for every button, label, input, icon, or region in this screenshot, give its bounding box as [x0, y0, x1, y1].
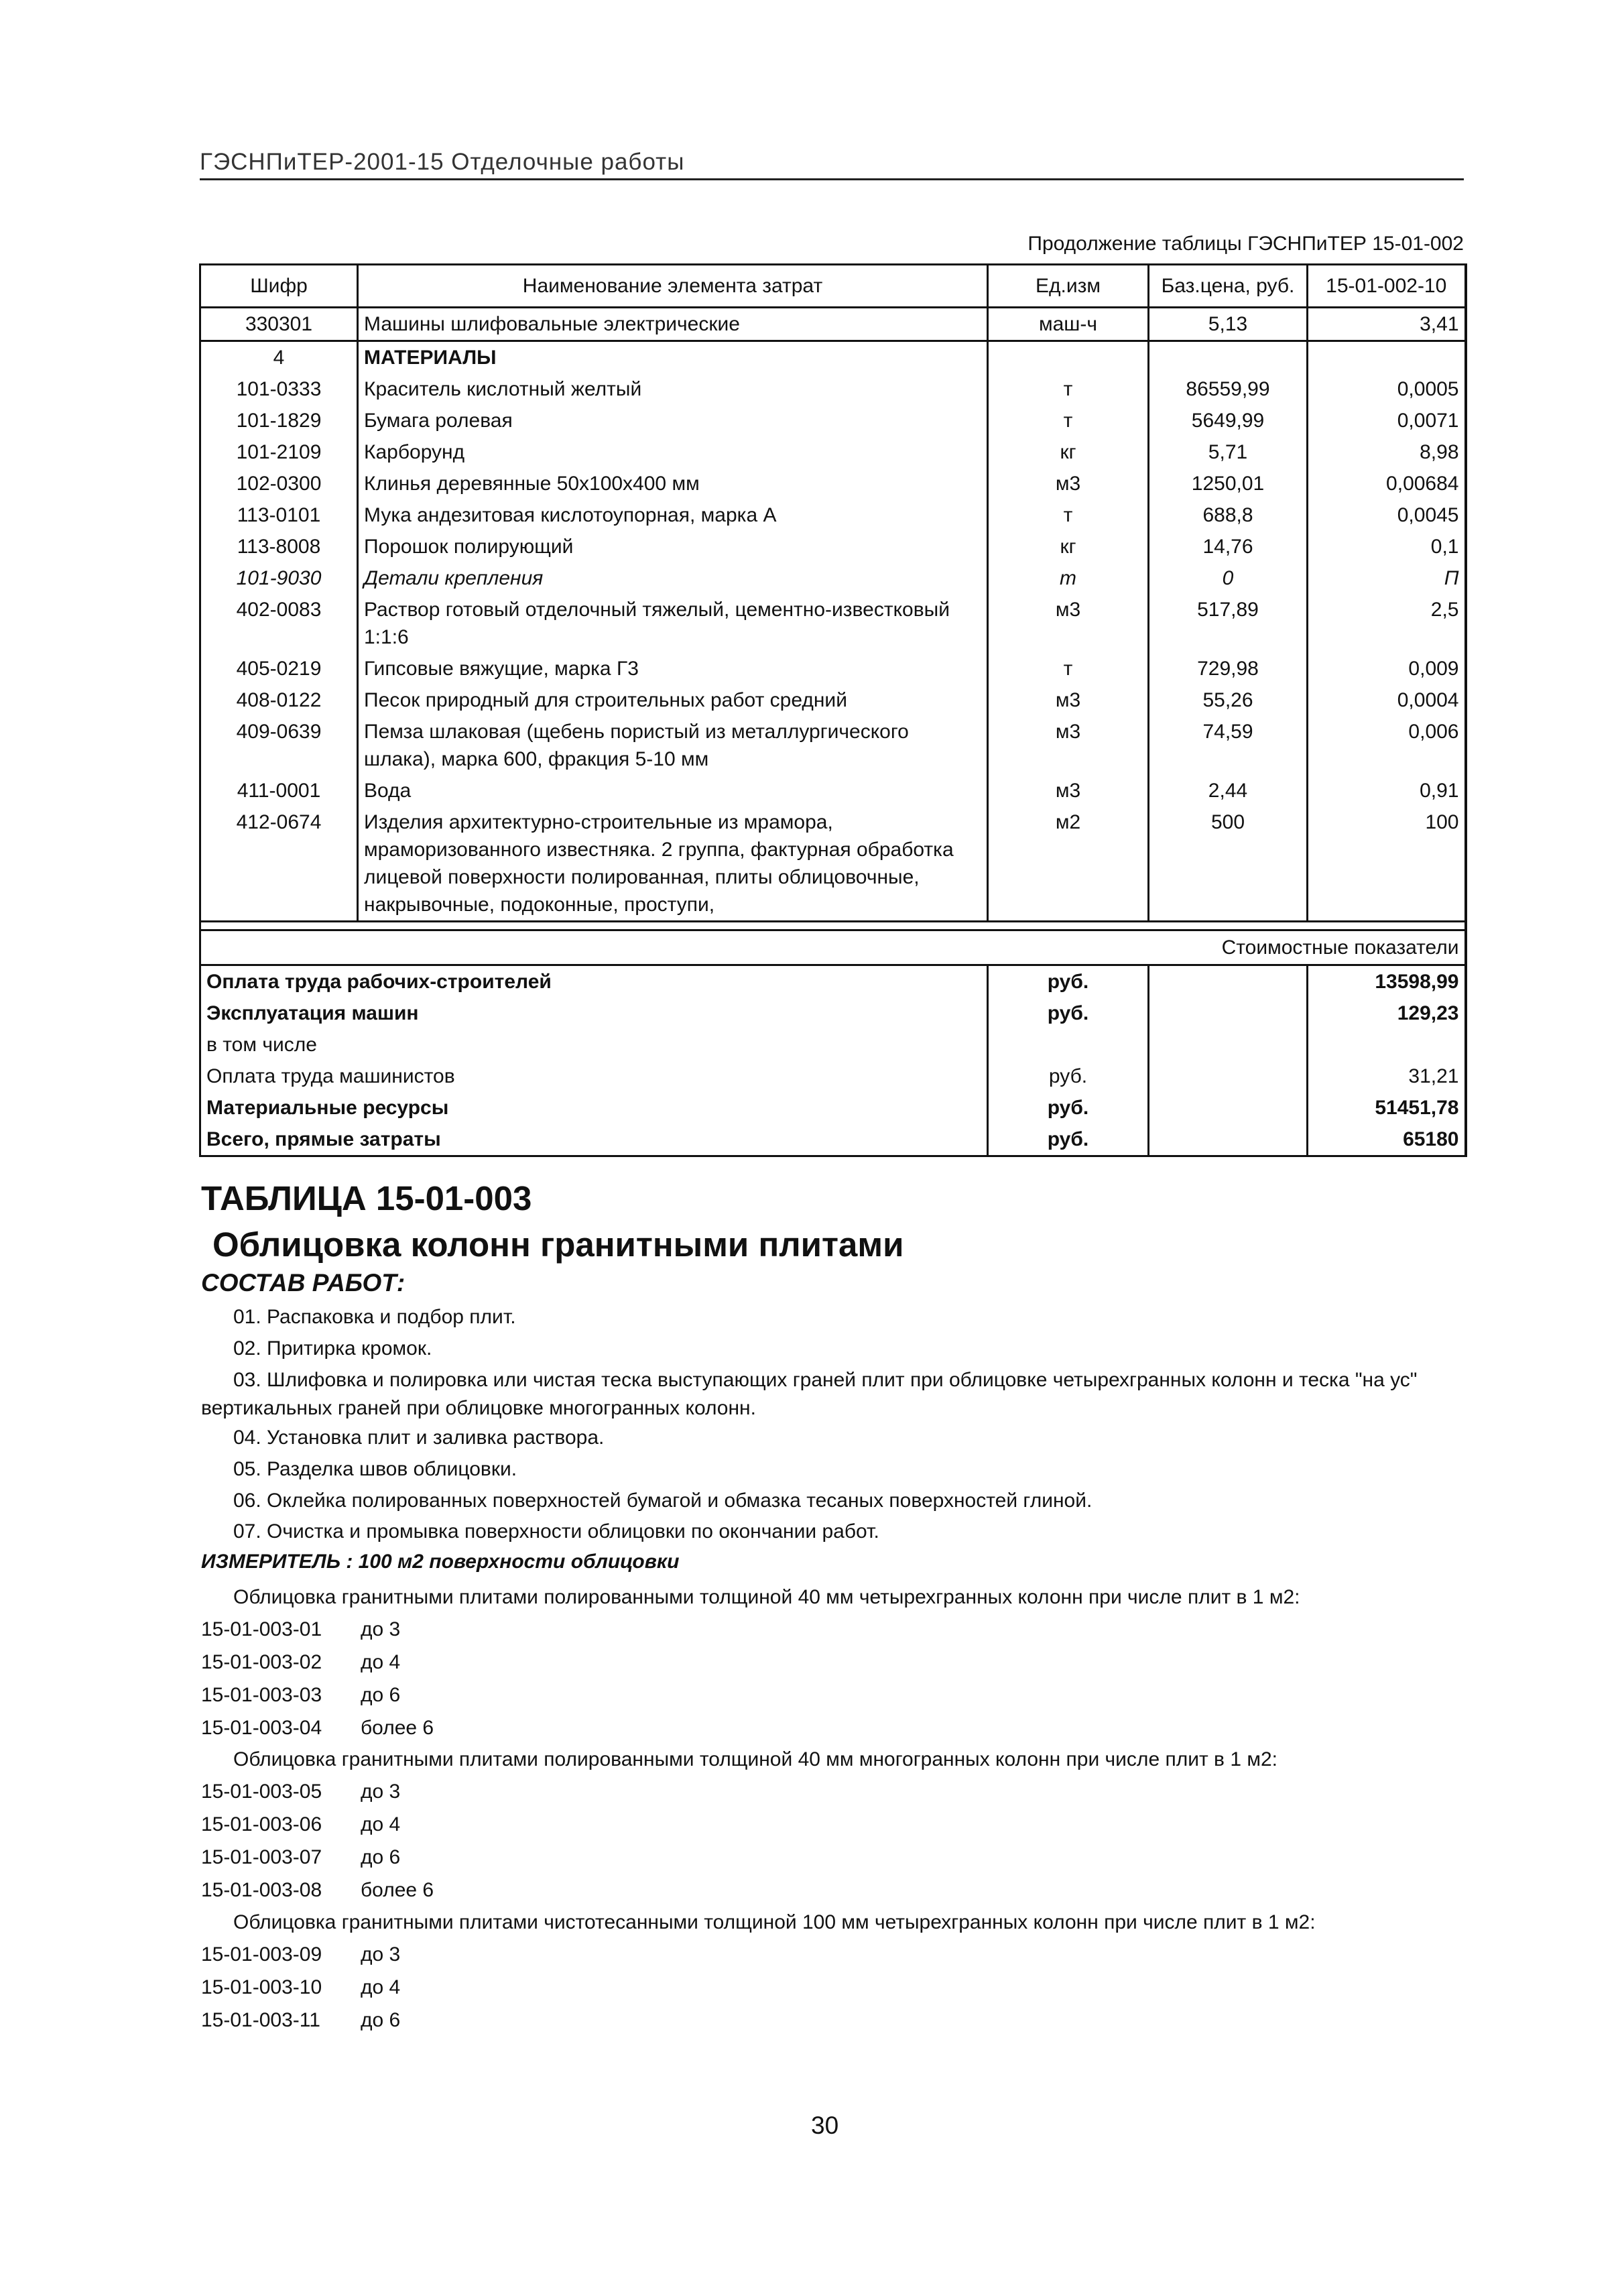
work-item: 07. Очистка и промывка поверхности облицовки по окончании работ. [233, 1520, 879, 1543]
norm-value: до 3 [361, 1618, 401, 1640]
cell-unit: м3 [988, 684, 1149, 716]
cell-code: 409-0639 [200, 716, 358, 775]
cell-price: 5,13 [1149, 308, 1308, 341]
cell-name: Гипсовые вяжущие, марка Г3 [358, 653, 988, 684]
summary-row [200, 1124, 1466, 1156]
cell-name: Раствор готовый отделочный тяжелый, цементно-известковый 1:1:6 [358, 594, 988, 653]
norm-code: 15-01-003-09 [201, 1943, 322, 1966]
norm-value: более 6 [361, 1879, 434, 1901]
cell-unit: маш-ч [988, 308, 1149, 341]
cell-unit: м3 [988, 594, 1149, 653]
cell-price: 86559,99 [1149, 373, 1308, 405]
summary-label: Оплата труда рабочих-строителей [200, 965, 988, 998]
cell-value: 0,00684 [1308, 468, 1466, 499]
cell-name: Пемза шлаковая (щебень пористый из металлургического шлака), марка 600, фракция 5-10 мм [358, 716, 988, 775]
summary-unit: руб. [988, 998, 1149, 1029]
summary-value: 51451,78 [1308, 1092, 1466, 1124]
summary-blank [1149, 1061, 1308, 1092]
cell-unit: м2 [988, 806, 1149, 922]
cell-name: Детали крепления [358, 562, 988, 594]
cell-code: 101-9030 [200, 562, 358, 594]
table-row [200, 405, 1466, 436]
cell-name: Порошок полирующий [358, 531, 988, 562]
cell-unit: кг [988, 436, 1149, 468]
col-header-name: Наименование элемента затрат [358, 265, 988, 308]
cell-price: 14,76 [1149, 531, 1308, 562]
cell-name: Изделия архитектурно-строительные из мрамора, мраморизованного известняка. 2 группа, фактурная обработка лицевой поверхности полированная, плиты облицовочные, накрывочные, подоконные, проступи, [358, 806, 988, 922]
norm-value: до 6 [361, 1684, 401, 1706]
summary-row [200, 1061, 1466, 1092]
table-row [200, 775, 1466, 806]
norm-code: 15-01-003-06 [201, 1813, 322, 1835]
page-header: ГЭСНПиТЕР-2001-15 Отделочные работы [200, 149, 1464, 180]
summary-blank [1149, 1124, 1308, 1156]
cell-code: 411-0001 [200, 775, 358, 806]
cell-name: Карборунд [358, 436, 988, 468]
summary-label: в том числе [200, 1029, 988, 1061]
cell-code: 405-0219 [200, 653, 358, 684]
cell-unit: м3 [988, 716, 1149, 775]
summary-value: 65180 [1308, 1124, 1466, 1156]
cell-price [1149, 341, 1308, 374]
summary-unit: руб. [988, 1124, 1149, 1156]
cell-unit: т [988, 653, 1149, 684]
norm-code: 15-01-003-05 [201, 1780, 322, 1803]
cell-value: 0,91 [1308, 775, 1466, 806]
table-subtitle: Облицовка колонн гранитными плитами [212, 1225, 904, 1264]
work-item: 04. Установка плит и заливка раствора. [233, 1427, 605, 1449]
summary-row [200, 965, 1466, 998]
cell-price: 2,44 [1149, 775, 1308, 806]
cell-code: 101-1829 [200, 405, 358, 436]
norm-value: до 4 [361, 1976, 401, 1998]
summary-unit: руб. [988, 965, 1149, 998]
summary-blank [1149, 965, 1308, 998]
cell-value: 0,006 [1308, 716, 1466, 775]
table-row [200, 531, 1466, 562]
cell-price: 5,71 [1149, 436, 1308, 468]
cell-name: Песок природный для строительных работ средний [358, 684, 988, 716]
norm-code: 15-01-003-10 [201, 1976, 322, 1998]
cell-value: 0,009 [1308, 653, 1466, 684]
cell-price: 688,8 [1149, 499, 1308, 531]
table-row [200, 341, 1466, 374]
cell-value: 0,1 [1308, 531, 1466, 562]
cell-unit: т [988, 405, 1149, 436]
table-row [200, 653, 1466, 684]
cell-unit: м3 [988, 775, 1149, 806]
col-header-value: 15-01-002-10 [1308, 265, 1466, 308]
cell-unit: т [988, 562, 1149, 594]
col-header-code: Шифр [200, 265, 358, 308]
measure-unit: ИЗМЕРИТЕЛЬ : 100 м2 поверхности облицовки [201, 1551, 680, 1573]
table-row [200, 716, 1466, 775]
cell-value: 2,5 [1308, 594, 1466, 653]
norm-code: 15-01-003-02 [201, 1651, 322, 1673]
summary-row [200, 1029, 1466, 1061]
page-number: 30 [811, 2112, 839, 2139]
resource-table [199, 263, 1467, 1157]
cell-name: Бумага ролевая [358, 405, 988, 436]
summary-row [200, 998, 1466, 1029]
table-gap-cell [200, 922, 1466, 930]
table-continuation-caption: Продолжение таблицы ГЭСНПиТЕР 15-01-002 [1027, 233, 1464, 255]
table-row [200, 308, 1466, 341]
table-row [200, 806, 1466, 922]
table-title: ТАБЛИЦА 15-01-003 [201, 1179, 532, 1217]
cell-unit: т [988, 373, 1149, 405]
cell-name: МАТЕРИАЛЫ [358, 341, 988, 374]
norm-code: 15-01-003-11 [201, 2009, 320, 2031]
table-row [200, 373, 1466, 405]
cell-value: 0,0005 [1308, 373, 1466, 405]
summary-value: 31,21 [1308, 1061, 1466, 1092]
table-row [200, 594, 1466, 653]
cell-name: Вода [358, 775, 988, 806]
cell-name: Мука андезитовая кислотоупорная, марка А [358, 499, 988, 531]
norm-code: 15-01-003-07 [201, 1846, 322, 1868]
cell-code: 101-0333 [200, 373, 358, 405]
cell-price: 500 [1149, 806, 1308, 922]
cell-name: Машины шлифовальные электрические [358, 308, 988, 341]
cell-name: Клинья деревянные 50х100х400 мм [358, 468, 988, 499]
work-item: 05. Разделка швов облицовки. [233, 1458, 517, 1480]
cell-value: 0,0071 [1308, 405, 1466, 436]
cell-value: 8,98 [1308, 436, 1466, 468]
summary-value: 129,23 [1308, 998, 1466, 1029]
norm-code: 15-01-003-01 [201, 1618, 322, 1640]
cell-value: 0,0045 [1308, 499, 1466, 531]
norm-value: до 4 [361, 1651, 401, 1673]
summary-value: 13598,99 [1308, 965, 1466, 998]
cell-code: 4 [200, 341, 358, 374]
cell-value: 3,41 [1308, 308, 1466, 341]
cell-unit: кг [988, 531, 1149, 562]
summary-label: Материальные ресурсы [200, 1092, 988, 1124]
norm-value: до 3 [361, 1780, 401, 1803]
summary-unit [988, 1029, 1149, 1061]
table-row [200, 562, 1466, 594]
group-title: Облицовка гранитными плитами полированными толщиной 40 мм многогранных колонн при числе плит в 1 м2: [233, 1748, 1277, 1770]
cell-code: 402-0083 [200, 594, 358, 653]
table-row [200, 499, 1466, 531]
summary-unit: руб. [988, 1061, 1149, 1092]
col-header-price: Баз.цена, руб. [1149, 265, 1308, 308]
table-row [200, 468, 1466, 499]
cell-value: 100 [1308, 806, 1466, 922]
cell-price: 1250,01 [1149, 468, 1308, 499]
cell-unit [988, 341, 1149, 374]
cell-code: 113-8008 [200, 531, 358, 562]
cell-code: 101-2109 [200, 436, 358, 468]
norm-value: до 6 [361, 1846, 401, 1868]
work-item: 06. Оклейка полированных поверхностей бумагой и обмазка тесаных поверхностей глиной. [233, 1490, 1093, 1512]
cell-value [1308, 341, 1466, 374]
cell-code: 113-0101 [200, 499, 358, 531]
norm-code: 15-01-003-03 [201, 1684, 322, 1706]
cell-value: 0,0004 [1308, 684, 1466, 716]
cell-code: 408-0122 [200, 684, 358, 716]
cell-code: 412-0674 [200, 806, 358, 922]
table-header-row [200, 265, 1466, 308]
table-row [200, 684, 1466, 716]
cell-price: 729,98 [1149, 653, 1308, 684]
work-composition-heading: СОСТАВ РАБОТ: [201, 1269, 406, 1296]
summary-value [1308, 1029, 1466, 1061]
summary-label: Оплата труда машинистов [200, 1061, 988, 1092]
cell-price: 5649,99 [1149, 405, 1308, 436]
norm-code: 15-01-003-08 [201, 1879, 322, 1901]
norm-code: 15-01-003-04 [201, 1717, 322, 1739]
cell-code: 102-0300 [200, 468, 358, 499]
summary-row [200, 1092, 1466, 1124]
summary-blank [1149, 1092, 1308, 1124]
cell-price: 55,26 [1149, 684, 1308, 716]
summary-label: Эксплуатация машин [200, 998, 988, 1029]
norm-value: до 6 [361, 2009, 401, 2031]
cell-code: 330301 [200, 308, 358, 341]
cell-price: 0 [1149, 562, 1308, 594]
cost-header-cell: Стоимостные показатели [200, 930, 1466, 965]
summary-label: Всего, прямые затраты [200, 1124, 988, 1156]
group-title: Облицовка гранитными плитами чистотесанными толщиной 100 мм четырехгранных колонн при числе плит в 1 м2: [233, 1911, 1316, 1933]
cell-name: Краситель кислотный желтый [358, 373, 988, 405]
table-gap-row [200, 922, 1466, 930]
cell-value: П [1308, 562, 1466, 594]
cost-header-row [200, 930, 1466, 965]
work-item: 03. Шлифовка и полировка или чистая теска выступающих граней плит при облицовке четырехгранных колонн и теска "на ус" вертикальных граней при облицовке многогранных колонн. [201, 1369, 1418, 1419]
cell-price: 517,89 [1149, 594, 1308, 653]
norm-value: до 3 [361, 1943, 401, 1966]
table-row [200, 436, 1466, 468]
work-item: 01. Распаковка и подбор плит. [233, 1306, 516, 1328]
group-title: Облицовка гранитными плитами полированными толщиной 40 мм четырехгранных колонн при числе плит в 1 м2: [233, 1586, 1300, 1608]
norm-value: до 4 [361, 1813, 401, 1835]
cell-price: 74,59 [1149, 716, 1308, 775]
cell-unit: м3 [988, 468, 1149, 499]
summary-blank [1149, 1029, 1308, 1061]
summary-blank [1149, 998, 1308, 1029]
work-item: 02. Притирка кромок. [233, 1337, 432, 1360]
col-header-unit: Ед.изм [988, 265, 1149, 308]
summary-unit: руб. [988, 1092, 1149, 1124]
norm-value: более 6 [361, 1717, 434, 1739]
cell-unit: т [988, 499, 1149, 531]
